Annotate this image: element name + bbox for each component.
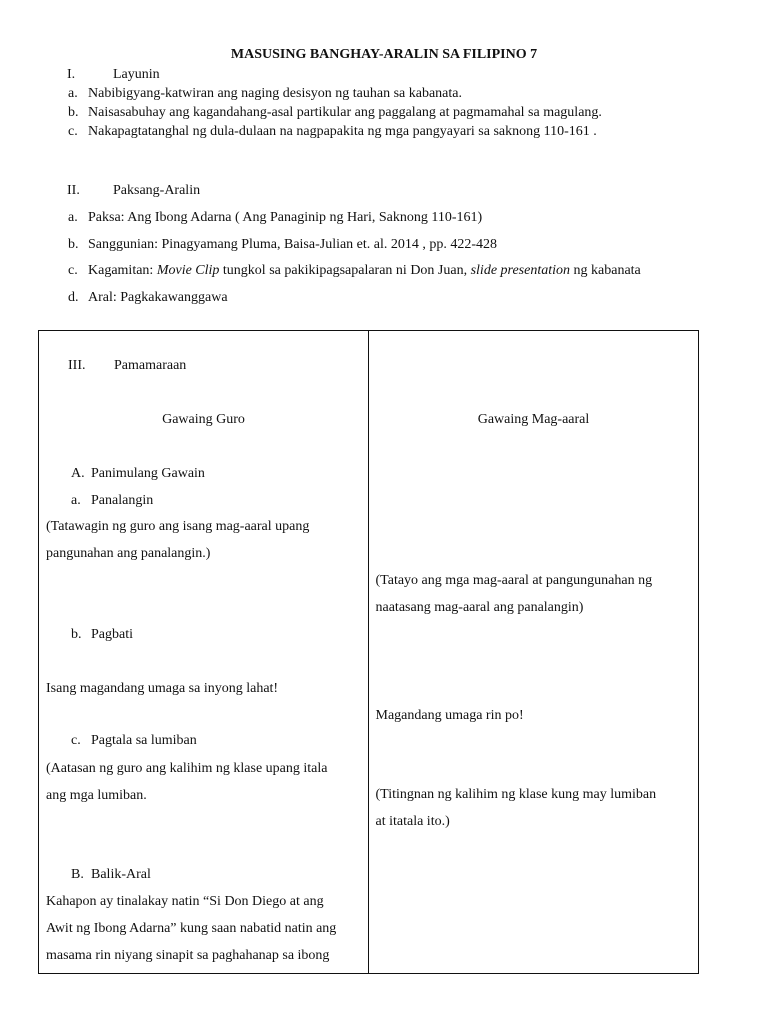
item-letter: b.	[68, 237, 79, 252]
kagamitan-prefix: Kagamitan:	[88, 263, 157, 278]
procedure-table	[38, 330, 699, 974]
sanggunian-item	[68, 236, 497, 254]
student-pagbati-text: Magandang umaga rin po!	[375, 708, 524, 723]
balik-aral-line: masama rin niyang sinapit sa paghahanap sa ibong	[46, 948, 330, 963]
section-numeral: II.	[67, 183, 80, 198]
panalangin-heading	[71, 492, 153, 510]
slide-presentation-text: slide presentation	[470, 263, 571, 278]
item-letter: b.	[68, 105, 79, 120]
item-text: Paksa: Ang Ibong Adarna ( Ang Panaginip ng Hari, Saknong 110-161)	[88, 210, 483, 225]
item-letter: a.	[68, 86, 78, 101]
movie-clip-text: Movie Clip	[156, 263, 220, 278]
teacher-panalangin-line: (Tatawagin ng guro ang isang mag-aaral upang	[46, 519, 310, 534]
pagtala-heading	[71, 732, 197, 750]
student-panalangin-line: (Tatayo ang mga mag-aaral at pangungunahan ng	[375, 573, 653, 588]
section-pamamaraan-heading	[68, 357, 186, 375]
item-text: Nabibigyang-katwiran ang naging desisyon ng tauhan sa kabanata.	[88, 86, 463, 101]
student-pagtala-line: at itatala ito.)	[375, 814, 450, 829]
item-text: Sanggunian: Pinagyamang Pluma, Baisa-Julian et. al. 2014 , pp. 422-428	[88, 237, 498, 252]
teacher-column-header: Gawaing Guro	[162, 412, 245, 427]
item-text: Balik-Aral	[91, 867, 151, 882]
kagamitan-suffix: ng kabanata	[570, 263, 641, 278]
item-letter: b.	[71, 627, 82, 642]
objective-item	[68, 123, 597, 141]
section-heading: Pamamaraan	[114, 358, 187, 373]
objective-item	[68, 104, 602, 122]
item-text: Nakapagtatanghal ng dula-dulaan na nagpapakita ng mga pangyayari sa saknong 110-161 .	[88, 124, 597, 139]
item-text: Panalangin	[91, 493, 154, 508]
item-letter: c.	[68, 263, 78, 278]
teacher-pagtala-line: (Aatasan ng guro ang kalihim ng klase upang itala	[46, 761, 328, 776]
student-pagtala-line: (Titingnan ng kalihim ng klase kung may lumiban	[375, 787, 657, 802]
item-letter: c.	[68, 124, 78, 139]
teacher-pagtala-line: ang mga lumiban.	[46, 788, 147, 803]
kagamitan-middle: tungkol sa pakikipagsapalaran ni Don Juan,	[219, 263, 471, 278]
item-text: Pagtala sa lumiban	[91, 733, 197, 748]
section-numeral: I.	[67, 67, 76, 82]
section-heading: Paksang-Aralin	[113, 183, 201, 198]
section-numeral: III.	[68, 358, 86, 373]
item-letter: a.	[68, 210, 78, 225]
panimulang-gawain-heading	[71, 465, 205, 483]
balik-aral-heading	[71, 866, 151, 884]
student-column	[368, 331, 699, 974]
paksa-item	[68, 209, 482, 227]
student-panalangin-line: naatasang mag-aaral ang panalangin)	[375, 600, 584, 615]
teacher-panalangin-line: pangunahan ang panalangin.)	[46, 546, 211, 561]
section-paksang-aralin-heading	[67, 182, 200, 200]
balik-aral-line: Kahapon ay tinalakay natin “Si Don Diego at ang	[46, 894, 324, 909]
item-text: Pagbati	[91, 627, 133, 642]
item-letter: c.	[71, 733, 81, 748]
item-text: Naisasabuhay ang kagandahang-asal partikular ang paggalang at pagmamahal sa magulang.	[88, 105, 602, 120]
item-letter: a.	[71, 493, 81, 508]
section-heading: Layunin	[113, 67, 160, 82]
item-text: Aral: Pagkakawanggawa	[88, 290, 228, 305]
objective-item	[68, 85, 462, 103]
item-letter: d.	[68, 290, 79, 305]
item-letter: B.	[71, 867, 84, 882]
teacher-pagbati-text: Isang magandang umaga sa inyong lahat!	[46, 681, 279, 696]
pagbati-heading	[71, 626, 133, 644]
aral-item	[68, 289, 228, 307]
balik-aral-line: Awit ng Ibong Adarna” kung saan nabatid natin ang	[46, 921, 337, 936]
kagamitan-item	[68, 262, 641, 280]
item-letter: A.	[71, 466, 85, 481]
teacher-column	[39, 331, 369, 974]
section-layunin-heading	[67, 66, 160, 84]
student-column-header: Gawaing Mag-aaral	[477, 412, 590, 427]
item-text: Panimulang Gawain	[91, 466, 205, 481]
page-title: MASUSING BANGHAY-ARALIN SA FILIPINO 7	[230, 47, 538, 62]
